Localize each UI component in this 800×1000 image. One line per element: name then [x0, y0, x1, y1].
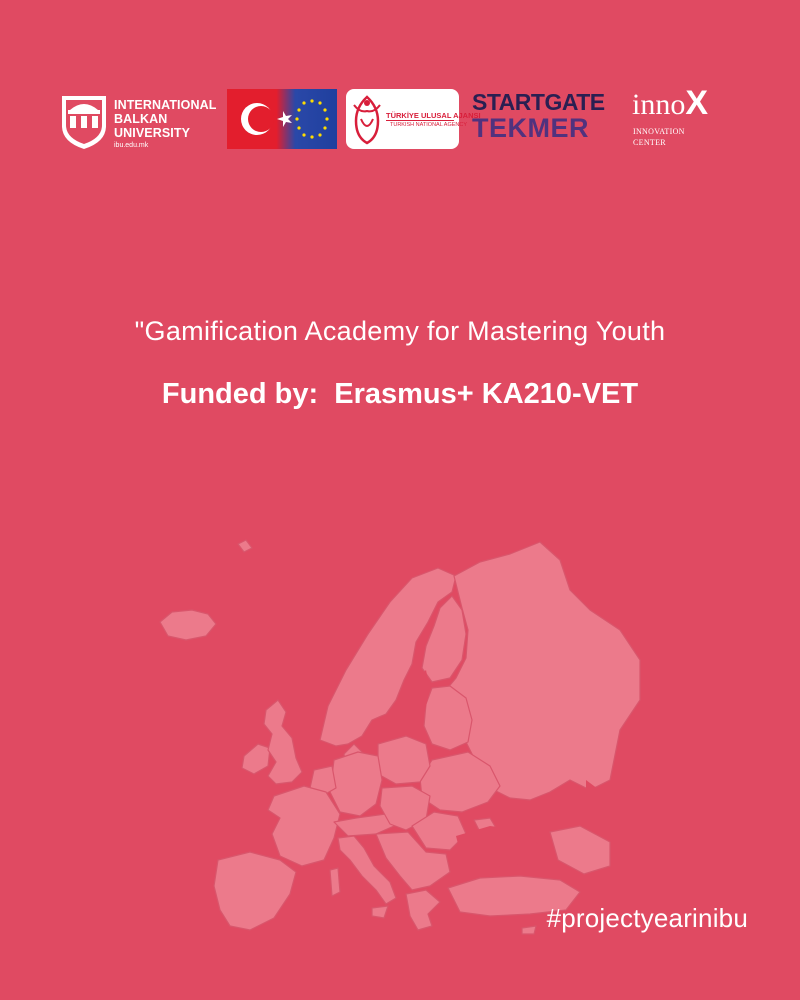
innox-logo	[632, 86, 708, 122]
funded-by-line: Funded by: Erasmus+ KA210-VET	[161, 378, 639, 410]
turkish-national-agency-logo	[346, 89, 481, 149]
ibu-url: ibu.edu.mk	[114, 142, 149, 149]
project-title: "Gamification Academy for Mastering Youth	[134, 316, 666, 346]
agency-subtitle: TURKISH NATIONAL AGENCY	[390, 122, 468, 128]
agency-title: TÜRKİYE ULUSAL AJANSI	[386, 111, 481, 120]
turkey-eu-flag-icon	[227, 89, 337, 149]
turkey-eu-flag-logo	[227, 89, 337, 149]
innox-x: X	[685, 84, 709, 122]
ibu-name: INTERNATIONAL BALKAN UNIVERSITY	[114, 98, 217, 140]
ibu-shield-icon	[60, 92, 108, 150]
agency-divider	[386, 120, 454, 121]
project-hashtag: #projectyearinibu	[546, 903, 748, 933]
tekmer-logo-text: TEKMER	[472, 113, 589, 143]
ibu-logo	[60, 92, 220, 152]
national-agency-emblem-icon	[350, 93, 384, 145]
innox-name: inno	[632, 88, 686, 121]
partner-logos	[0, 86, 800, 156]
europe-map-icon	[150, 530, 650, 950]
startgate-logo-text: STARTGATE	[472, 89, 605, 115]
innox-subtitle: INNOVATION CENTER	[633, 127, 685, 147]
